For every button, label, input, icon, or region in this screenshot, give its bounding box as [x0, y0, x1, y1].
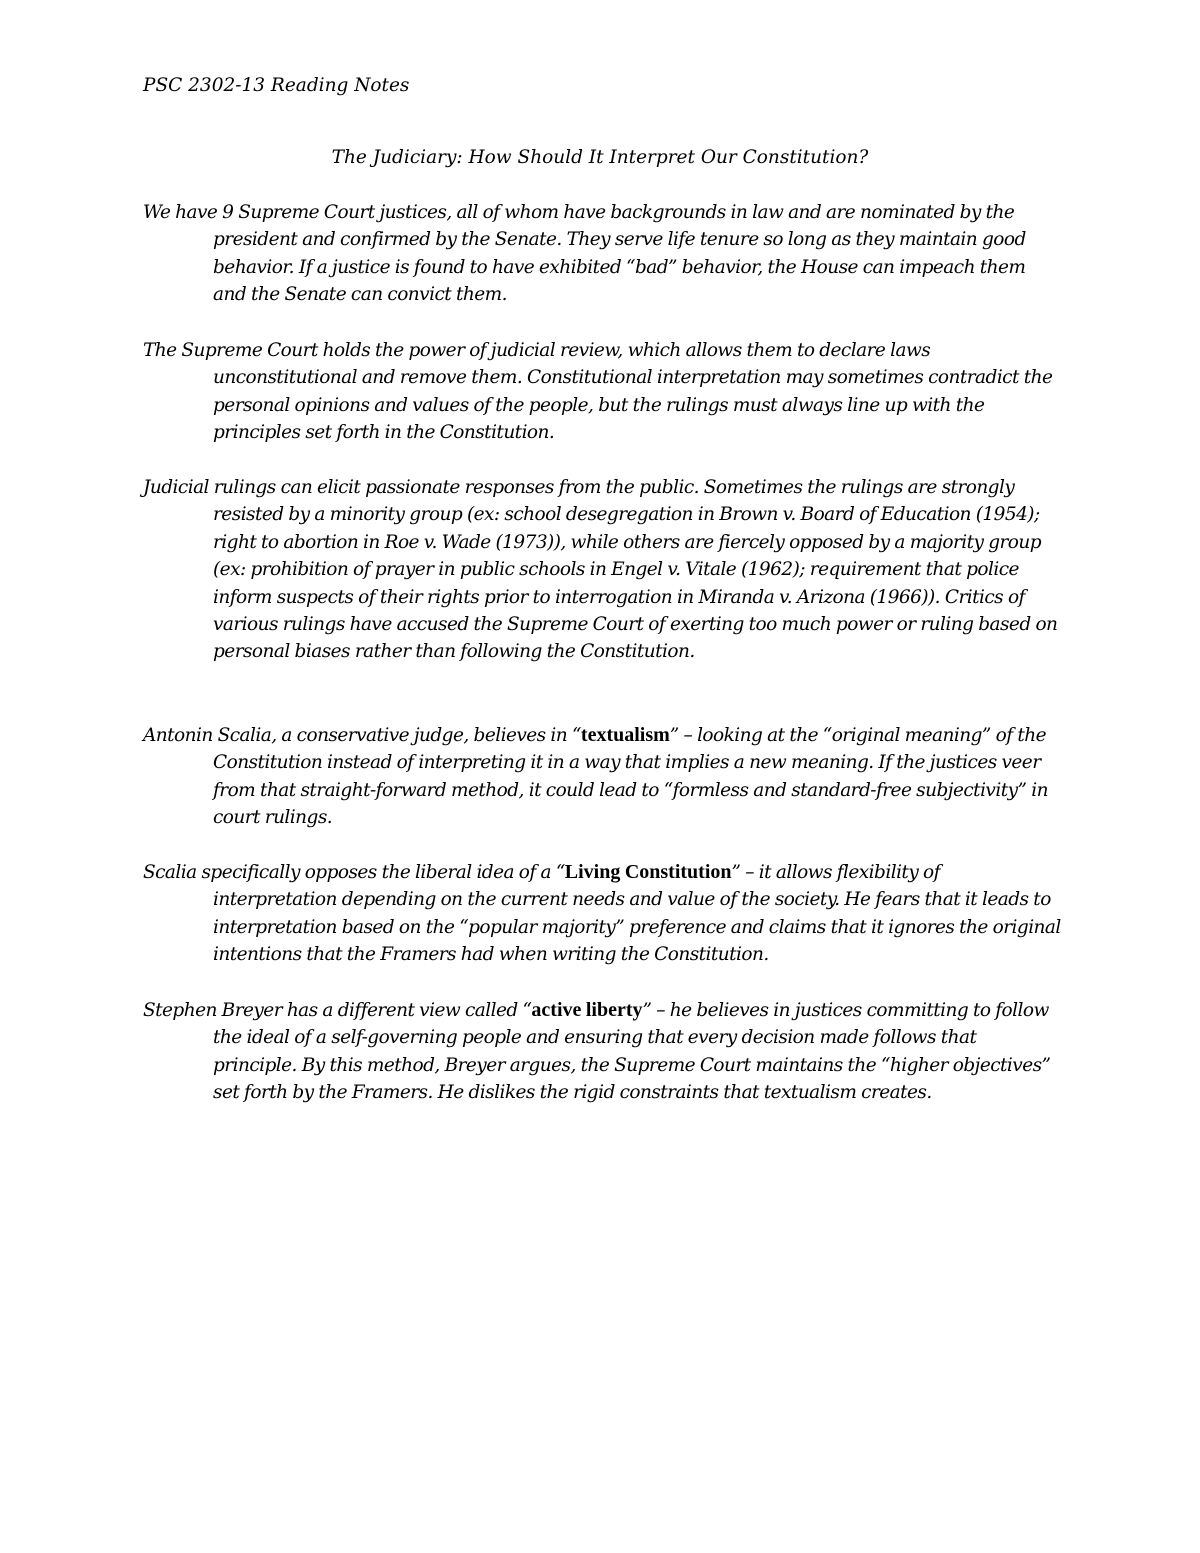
paragraph-textualism	[143, 722, 1063, 832]
document-header: PSC 2302-13 Reading Notes	[143, 75, 410, 96]
key-term-living-constitution: Living Constitution	[564, 861, 732, 883]
paragraph-living-constitution	[143, 859, 1063, 969]
paragraph-text-after: ” – it allows flexibility of interpretation depending on the current needs and value of the society. He fears that it leads to interpretation based on the “popular majority” preference and claims that it ignores the original intentions that the Framers had when writing the Constitution.	[213, 862, 1061, 966]
paragraph-judicial-review: The Supreme Court holds the power of judicial review, which allows them to declare laws unconstitutional and remove them. Constitutional interpretation may sometimes contradict the personal opinions and values of the people, but the rulings must always line up with the principles set forth in the Constitution.	[143, 340, 1053, 444]
paragraph-text-after: ” – he believes in justices committing to follow the ideal of a self-governing people and ensuring that every decision made follows that principle. By this method, Breyer argues, the Supreme Court maintains the “higher objectives” set forth by the Framers. He dislikes the rigid constraints that textualism creates.	[213, 1000, 1051, 1104]
key-term-textualism: textualism	[580, 724, 670, 746]
paragraph-text-before: Antonin Scalia, a conservative judge, believes in “	[143, 725, 581, 746]
paragraph-text-before: Stephen Breyer has a different view called “	[143, 1000, 532, 1021]
paragraph-active-liberty	[143, 997, 1063, 1107]
paragraph-justices: We have 9 Supreme Court justices, all of whom have backgrounds in law and are nominated by the president and confirmed by the Senate. They serve life tenure so long as they maintain good behavior. If a justice is found to have exhibited “bad” behavior, the House can impeach them and the Senate can convict them.	[143, 202, 1026, 306]
paragraph-text-before: Scalia specifically opposes the liberal idea of a “	[143, 862, 565, 883]
document-title: The Judiciary: How Should It Interpret Our Constitution?	[331, 147, 869, 168]
paragraph-text-after: ” – looking at the “original meaning” of the Constitution instead of interpreting it in a way that implies a new meaning. If the justices veer from that straight-forward method, it could lead to “formless and standard-free subjectivity” in court rulings.	[213, 725, 1048, 829]
key-term-active-liberty: active liberty	[531, 999, 643, 1021]
paragraph-public-responses: Judicial rulings can elicit passionate responses from the public. Sometimes the rulings are strongly resisted by a minority group (ex: school desegregation in Brown v. Board of Education (1954); right to abortion in Roe v. Wade (1973)), while others are fiercely opposed by a majority group (ex: prohibition of prayer in public schools in Engel v. Vitale (1962); requirement that police inform suspects of their rights prior to interrogation in Miranda v. Arizona (1966)). Critics of various rulings have accused the Supreme Court of exerting too much power or ruling based on personal biases rather than following the Constitution.	[143, 477, 1058, 663]
